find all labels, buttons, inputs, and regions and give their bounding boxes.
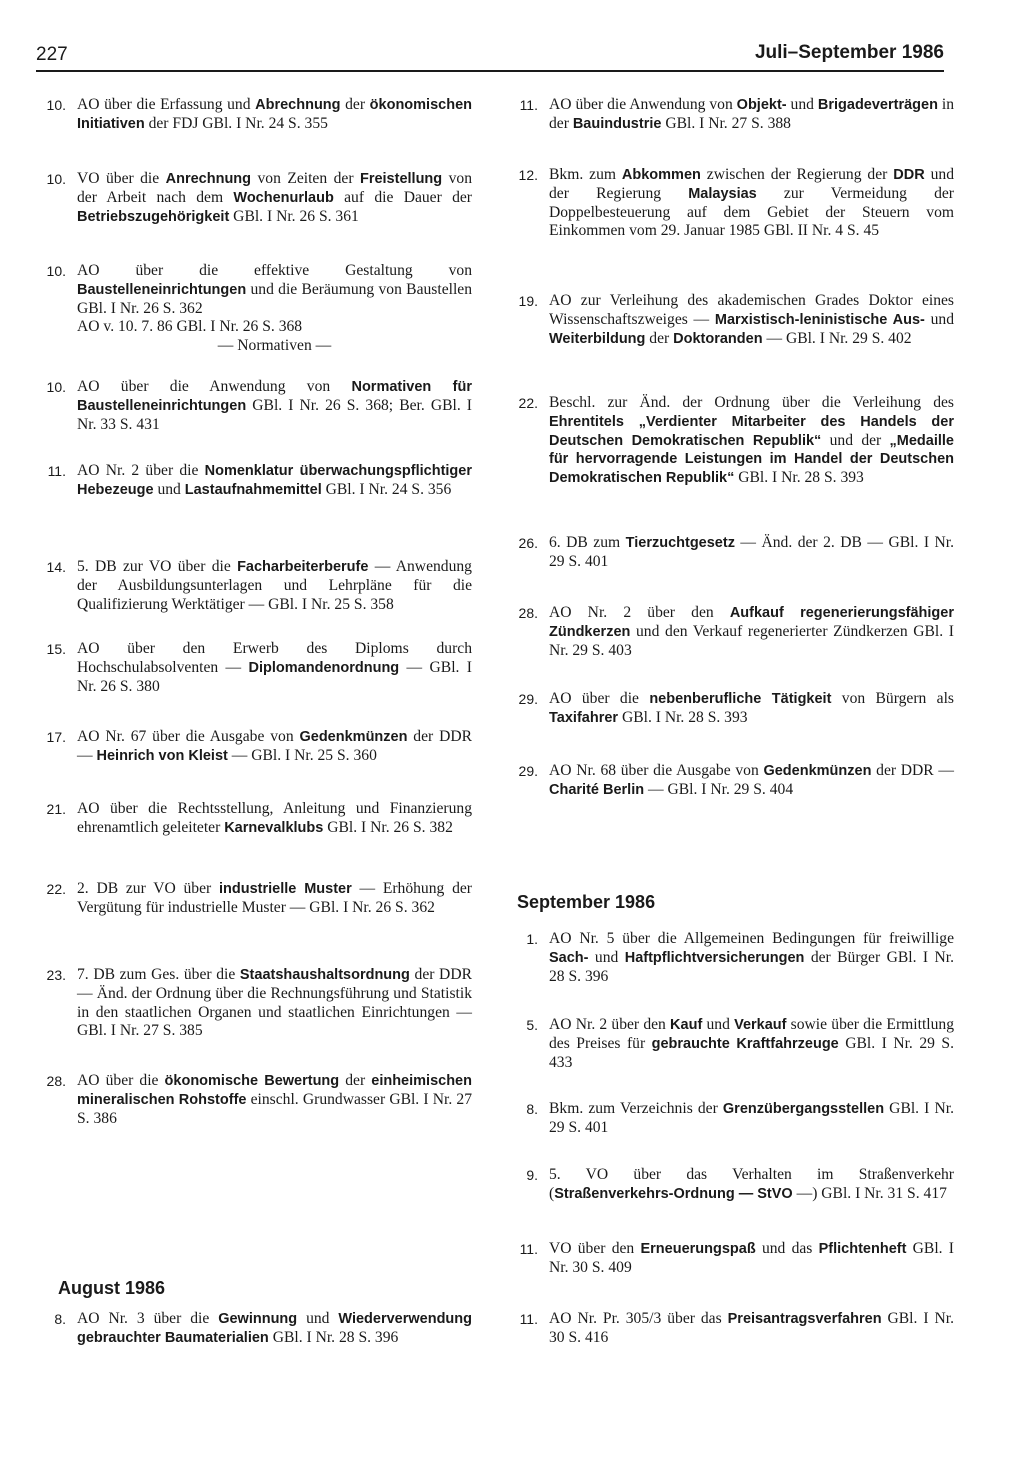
- entry-keyword: Abkommen: [621, 167, 701, 183]
- section-heading-september: September 1986: [517, 892, 656, 912]
- entry-text-part: — Änd. der 2. DB — GBl. I Nr. 29 S. 401: [549, 534, 954, 570]
- list-item: [508, 394, 954, 488]
- entry-keyword: Straßenverkehrs-Ordnung — StVO: [554, 1185, 793, 1202]
- entry-day: 29.: [518, 691, 538, 707]
- entry-day: 10.: [46, 263, 66, 279]
- entry-text-part: — GBl. I Nr. 29 S. 404: [644, 780, 794, 798]
- entry-text-part: — GBl. I Nr. 29 S. 402: [762, 329, 912, 347]
- entry-text: [77, 378, 472, 434]
- entry-text-part: Bkm. zum Verzeichnis der: [549, 1100, 723, 1117]
- entry-keyword: DDR: [893, 167, 925, 183]
- entry-text: [77, 966, 472, 1041]
- entry-day: 15.: [46, 641, 66, 657]
- entry-text: [77, 462, 472, 500]
- entry-text: [549, 1240, 954, 1278]
- entry-keyword: ökonomische Bewertung: [164, 1073, 340, 1089]
- entry-text-part: AO Nr. 5 über die Allgemeinen Bedingungen für freiwillige: [549, 930, 954, 947]
- entry-text-part: und die Beräumung von Baustellen GBl. I Nr. 26 S. 362: [77, 280, 472, 317]
- entry-text-part: zur Vermeidung der Doppelbesteuerung auf dem Gebiet der Steuern vom Einkommen vom 29. Januar 1985 GBl. II Nr. 4 S. 45: [549, 184, 954, 240]
- entry-day: 8.: [526, 1101, 538, 1117]
- list-item: [508, 1100, 954, 1138]
- entry-text: [77, 1310, 472, 1348]
- entry-text: [549, 534, 954, 572]
- list-item: [36, 378, 472, 434]
- entry-keyword: einheimischen mineralischen Rohstoffe: [77, 1073, 472, 1108]
- entry-text: [549, 292, 954, 348]
- entry-keyword: Doktoranden: [673, 330, 763, 347]
- entry-text-part: einschl. Grundwasser GBl. I Nr. 27 S. 386: [77, 1090, 472, 1127]
- entry-keyword: Marxistisch-leninistische Aus-: [714, 311, 925, 328]
- entry-text-part: sowie über die Ermittlung des Preises für: [549, 1016, 954, 1052]
- entry-text-part: und: [786, 96, 818, 113]
- entry-keyword: Charité Berlin: [549, 781, 645, 798]
- list-item: [508, 762, 954, 800]
- entry-text-part: 6. DB zum: [549, 534, 626, 551]
- entry-text-part: von Bürgern als: [831, 690, 954, 707]
- entry-day: 12.: [518, 167, 538, 183]
- entry-keyword: Aufkauf regenerierungsfähiger Zündkerzen: [549, 605, 954, 640]
- entry-text-part: und der: [821, 431, 890, 449]
- entry-keyword: Gewinnung: [218, 1311, 298, 1327]
- entry-keyword: Gedenkmünzen: [299, 729, 408, 745]
- list-item: [508, 690, 954, 728]
- entry-keyword: Malaysias: [688, 185, 757, 202]
- list-item: [508, 292, 954, 348]
- entry-keyword: Anrechnung: [165, 171, 252, 187]
- entry-text-part: und der Regierung: [549, 166, 954, 202]
- entry-text: [549, 166, 954, 241]
- entry-keyword: Verkauf: [734, 1017, 787, 1033]
- entry-day: 19.: [518, 293, 538, 309]
- list-item: [508, 930, 954, 986]
- entry-text: [77, 640, 472, 696]
- entry-text-part: GBl. I Nr. 28 S. 396: [268, 1328, 399, 1346]
- entry-keyword: Bauindustrie: [572, 115, 662, 132]
- entry-text-part: —) GBl. I Nr. 31 S. 417: [792, 1184, 947, 1202]
- entry-keyword: industrielle Muster: [218, 881, 352, 897]
- entry-day: 8.: [54, 1311, 66, 1327]
- entry-keyword: Normativen für Baustelleneinrichtungen: [77, 379, 472, 414]
- entry-keyword: Objekt-: [736, 97, 787, 113]
- entry-text-part: der FDJ GBl. I Nr. 24 S. 355: [144, 114, 328, 132]
- list-item: [508, 534, 954, 572]
- list-item: [36, 1310, 472, 1348]
- entry-day: 22.: [46, 881, 66, 897]
- entry-keyword: Erneuerungspaß: [640, 1241, 756, 1257]
- entry-keyword: Betriebszugehörigkeit: [77, 208, 230, 225]
- entry-text-part: GBl. I Nr. 30 S. 416: [549, 1310, 954, 1346]
- entry-text-part: AO Nr. 2 über die: [77, 462, 205, 479]
- entry-text-part: GBl. I Nr. 26 S. 368; Ber. GBl. I Nr. 33 S. 431: [77, 396, 472, 433]
- entry-text-part: GBl. I Nr. 26 S. 361: [229, 207, 359, 225]
- entry-keyword: „Medaille für hervorragende Leistungen im Handel der Deutschen Demokratischen Republik“: [549, 432, 954, 487]
- entry-text-part: AO über den Erwerb des Diploms durch Hochschulabsolventen —: [77, 640, 472, 676]
- entry-text-part: GBl. I Nr. 24 S. 356: [321, 480, 452, 498]
- entry-text-part: — Anwendung der Ausbildungsunterlagen und Lehrpläne für die Qualifizierung Werktätiger — GBl. I Nr. 25 S. 358: [77, 558, 472, 613]
- entry-text-part: der DDR —: [77, 728, 473, 764]
- entry-text-part: GBl. I Nr. 26 S. 382: [323, 818, 453, 836]
- list-item: [36, 462, 472, 500]
- entry-text-part: und: [588, 948, 625, 966]
- entry-text: [77, 880, 472, 918]
- entry-keyword: Pflichtenheft: [818, 1241, 907, 1257]
- list-item: [36, 800, 472, 838]
- entry-text: [549, 762, 954, 800]
- entry-text: [549, 394, 954, 488]
- entry-text-part: AO Nr. Pr. 305/3 über das: [549, 1310, 728, 1327]
- list-item: [36, 262, 472, 356]
- entry-text-part: der: [339, 1072, 372, 1089]
- list-item: [36, 966, 472, 1041]
- entry-keyword: nebenberufliche Tätigkeit: [649, 691, 832, 707]
- entry-day: 1.: [526, 931, 538, 947]
- entry-day: 28.: [46, 1073, 66, 1089]
- entry-text-part: GBl. I Nr. 29 S. 433: [549, 1034, 954, 1071]
- entry-text: [77, 96, 472, 134]
- entry-text-part: und das: [755, 1240, 819, 1257]
- page-header: [36, 40, 944, 72]
- entry-day: 10.: [46, 171, 66, 187]
- section-heading-august: August 1986: [58, 1278, 166, 1298]
- entry-text-part: 5. DB zur VO über die: [77, 558, 238, 575]
- entry-text: [549, 604, 954, 660]
- entry-text-part: — GBl. I Nr. 25 S. 360: [227, 746, 377, 764]
- entry-keyword: Staatshaushaltsordnung: [239, 967, 410, 983]
- entry-text-part: zwischen der Regierung der: [700, 166, 894, 183]
- entry-day: 23.: [46, 967, 66, 983]
- entry-text: [549, 1016, 954, 1072]
- entry-text: [77, 558, 472, 614]
- list-item: [508, 604, 954, 660]
- entry-text: [77, 800, 472, 838]
- entry-text-part: GBl. I Nr. 30 S. 409: [549, 1240, 954, 1276]
- entry-text-part: und: [924, 310, 954, 328]
- entry-text-part: AO Nr. 68 über die Ausgabe von: [549, 762, 764, 779]
- entry-text-part: der: [340, 96, 370, 113]
- entry-text-part: und: [153, 480, 185, 498]
- list-item: [36, 880, 472, 918]
- entry-text: [549, 930, 954, 986]
- entry-text-part: AO über die effektive Gestaltung von: [77, 262, 472, 279]
- entry-text-part: 7. DB zum Ges. über die: [77, 966, 240, 983]
- entry-text-part: AO über die: [77, 1072, 165, 1089]
- entry-text-part: der Bürger GBl. I Nr. 28 S. 396: [549, 948, 954, 985]
- entry-text-part: — GBl. I Nr. 26 S. 380: [77, 658, 472, 695]
- entry-day: 29.: [518, 763, 538, 779]
- entry-text-part: der: [645, 329, 674, 347]
- entry-text-part: 2. DB zur VO über: [77, 880, 219, 897]
- entry-keyword: Sach-: [549, 949, 589, 966]
- entry-text-part: AO über die: [549, 690, 650, 707]
- entry-keyword: Gedenkmünzen: [763, 763, 872, 779]
- entry-text-part: GBl. I Nr. 28 S. 393: [734, 469, 864, 487]
- list-item: [36, 1072, 472, 1128]
- entry-text-part: AO über die Rechtsstellung, Anleitung und Finanzierung ehrenamtlich geleiteter: [77, 800, 472, 836]
- entry-keyword: Brigadeverträgen: [817, 97, 938, 113]
- entry-text-part: VO über die: [77, 170, 166, 187]
- entry-day: 28.: [518, 605, 538, 621]
- entry-keyword: Nomenklatur überwachungspflichtiger Hebezeuge: [77, 463, 472, 498]
- entry-keyword: Karnevalklubs: [224, 819, 324, 836]
- entry-day: 10.: [46, 379, 66, 395]
- entry-keyword: Heinrich von Kleist: [96, 747, 228, 764]
- entry-text: [77, 1072, 472, 1128]
- entry-text-part: AO Nr. 3 über die: [77, 1310, 219, 1327]
- entry-keyword: Abrechnung: [255, 97, 341, 113]
- entry-text: [549, 1310, 954, 1348]
- entry-text-part: — Normativen —: [217, 337, 332, 355]
- entry-text: [77, 170, 472, 226]
- entry-keyword: Kauf: [670, 1017, 703, 1033]
- entry-day: 9.: [526, 1167, 538, 1183]
- entry-keyword: Freistellung: [359, 171, 443, 187]
- entry-day: 21.: [46, 801, 66, 817]
- entry-text-part: der DDR — Änd. der Ordnung über die Rechnungsführung und Statistik in den staatlichen Organen und staatlichen Einrichtungen — GBl. I Nr. 27 S. 385: [77, 966, 472, 1040]
- entry-keyword: Grenzübergangsstellen: [722, 1101, 885, 1117]
- list-item: [36, 170, 472, 226]
- entry-keyword: Weiterbildung: [549, 330, 646, 347]
- list-item: [508, 1166, 954, 1204]
- entry-text-part: GBl. I Nr. 28 S. 393: [618, 708, 748, 726]
- entry-text-part: 5. VO über das Verhalten im Straßenverkehr (: [549, 1166, 954, 1202]
- entry-keyword: Baustelleneinrichtungen: [77, 281, 247, 298]
- list-item: [508, 1016, 954, 1072]
- entry-keyword: ökonomischen Initiativen: [77, 97, 472, 132]
- entry-text-part: von Zeiten der: [251, 170, 360, 187]
- entry-text: [549, 96, 954, 134]
- list-item: [36, 96, 472, 134]
- entry-text-part: AO über die Anwendung von: [77, 378, 352, 395]
- entry-text: [549, 690, 954, 728]
- entry-keyword: Ehrentitels „Verdienter Mitarbeiter des Handels der Deutschen Demokratischen Republik“: [549, 413, 954, 449]
- entry-text-part: VO über den: [549, 1240, 641, 1257]
- entry-keyword: Facharbeiterberufe: [237, 559, 369, 575]
- entry-keyword: Diplomandenordnung: [248, 659, 400, 676]
- entry-text-part: von der Arbeit nach dem: [77, 170, 472, 206]
- entry-text-part: und: [297, 1310, 339, 1327]
- list-item: [508, 166, 954, 241]
- entry-keyword: gebrauchte Kraftfahrzeuge: [651, 1035, 839, 1052]
- entry-day: 26.: [518, 535, 538, 551]
- entry-text-part: AO zur Verleihung des akademischen Grades Doktor eines Wissenschaftszweiges —: [549, 292, 954, 328]
- entry-keyword: Wochenurlaub: [233, 189, 334, 206]
- entry-text-part: AO v. 10. 7. 86 GBl. I Nr. 26 S. 368: [77, 318, 303, 336]
- list-item: [36, 728, 472, 766]
- entry-text-part: AO über die Erfassung und: [77, 96, 256, 113]
- entry-text-part: und den Verkauf regenerierter Zündkerzen GBl. I Nr. 29 S. 403: [549, 622, 954, 659]
- entry-text-part: Beschl. zur Änd. der Ordnung über die Verleihung des: [549, 394, 954, 411]
- entry-text-part: AO Nr. 67 über die Ausgabe von: [77, 728, 300, 745]
- list-item: [508, 1310, 954, 1348]
- entry-text-part: Bkm. zum: [549, 166, 622, 183]
- entry-text: [549, 1100, 954, 1138]
- entry-keyword: Lastaufnahmemittel: [184, 481, 322, 498]
- entry-day: 17.: [46, 729, 66, 745]
- entry-text-part: und: [702, 1016, 735, 1033]
- entry-keyword: Haftpflichtversicherungen: [624, 949, 805, 966]
- entry-keyword: Preisantragsverfahren: [727, 1311, 882, 1327]
- entry-text: [77, 728, 472, 766]
- entry-keyword: Taxifahrer: [549, 709, 619, 726]
- entry-text-part: AO Nr. 2 über den: [549, 604, 730, 621]
- entry-day: 10.: [46, 97, 66, 113]
- entry-day: 5.: [526, 1017, 538, 1033]
- entry-text-part: in der: [549, 96, 955, 132]
- entry-keyword: Wiederverwendung gebrauchter Baumaterialien: [77, 1311, 473, 1346]
- header-date-range: Juli–September 1986: [754, 42, 944, 63]
- entry-text-part: — Erhöhung der Vergütung für industrielle Muster — GBl. I Nr. 26 S. 362: [77, 880, 472, 916]
- entry-text: [77, 262, 472, 356]
- entry-day: 11.: [519, 1241, 538, 1257]
- list-item: [508, 1240, 954, 1278]
- entry-text-part: GBl. I Nr. 27 S. 388: [661, 114, 791, 132]
- entry-day: 11.: [47, 463, 66, 479]
- list-item: [508, 96, 954, 134]
- entry-text-part: AO Nr. 2 über den: [549, 1016, 671, 1033]
- entry-text: [549, 1166, 954, 1204]
- list-item: [36, 558, 472, 614]
- entry-day: 14.: [46, 559, 66, 575]
- entry-day: 11.: [519, 1311, 538, 1327]
- entry-keyword: Tierzuchtgesetz: [625, 535, 735, 551]
- entry-text-part: AO über die Anwendung von: [549, 96, 737, 113]
- entry-text-part: auf die Dauer der: [333, 188, 473, 206]
- entry-day: 11.: [519, 97, 538, 113]
- entry-text-part: der DDR —: [871, 762, 955, 779]
- list-item: [36, 640, 472, 696]
- entry-day: 22.: [518, 395, 538, 411]
- entry-text-part: GBl. I Nr. 29 S. 401: [549, 1100, 954, 1136]
- page-number: 227: [36, 44, 68, 65]
